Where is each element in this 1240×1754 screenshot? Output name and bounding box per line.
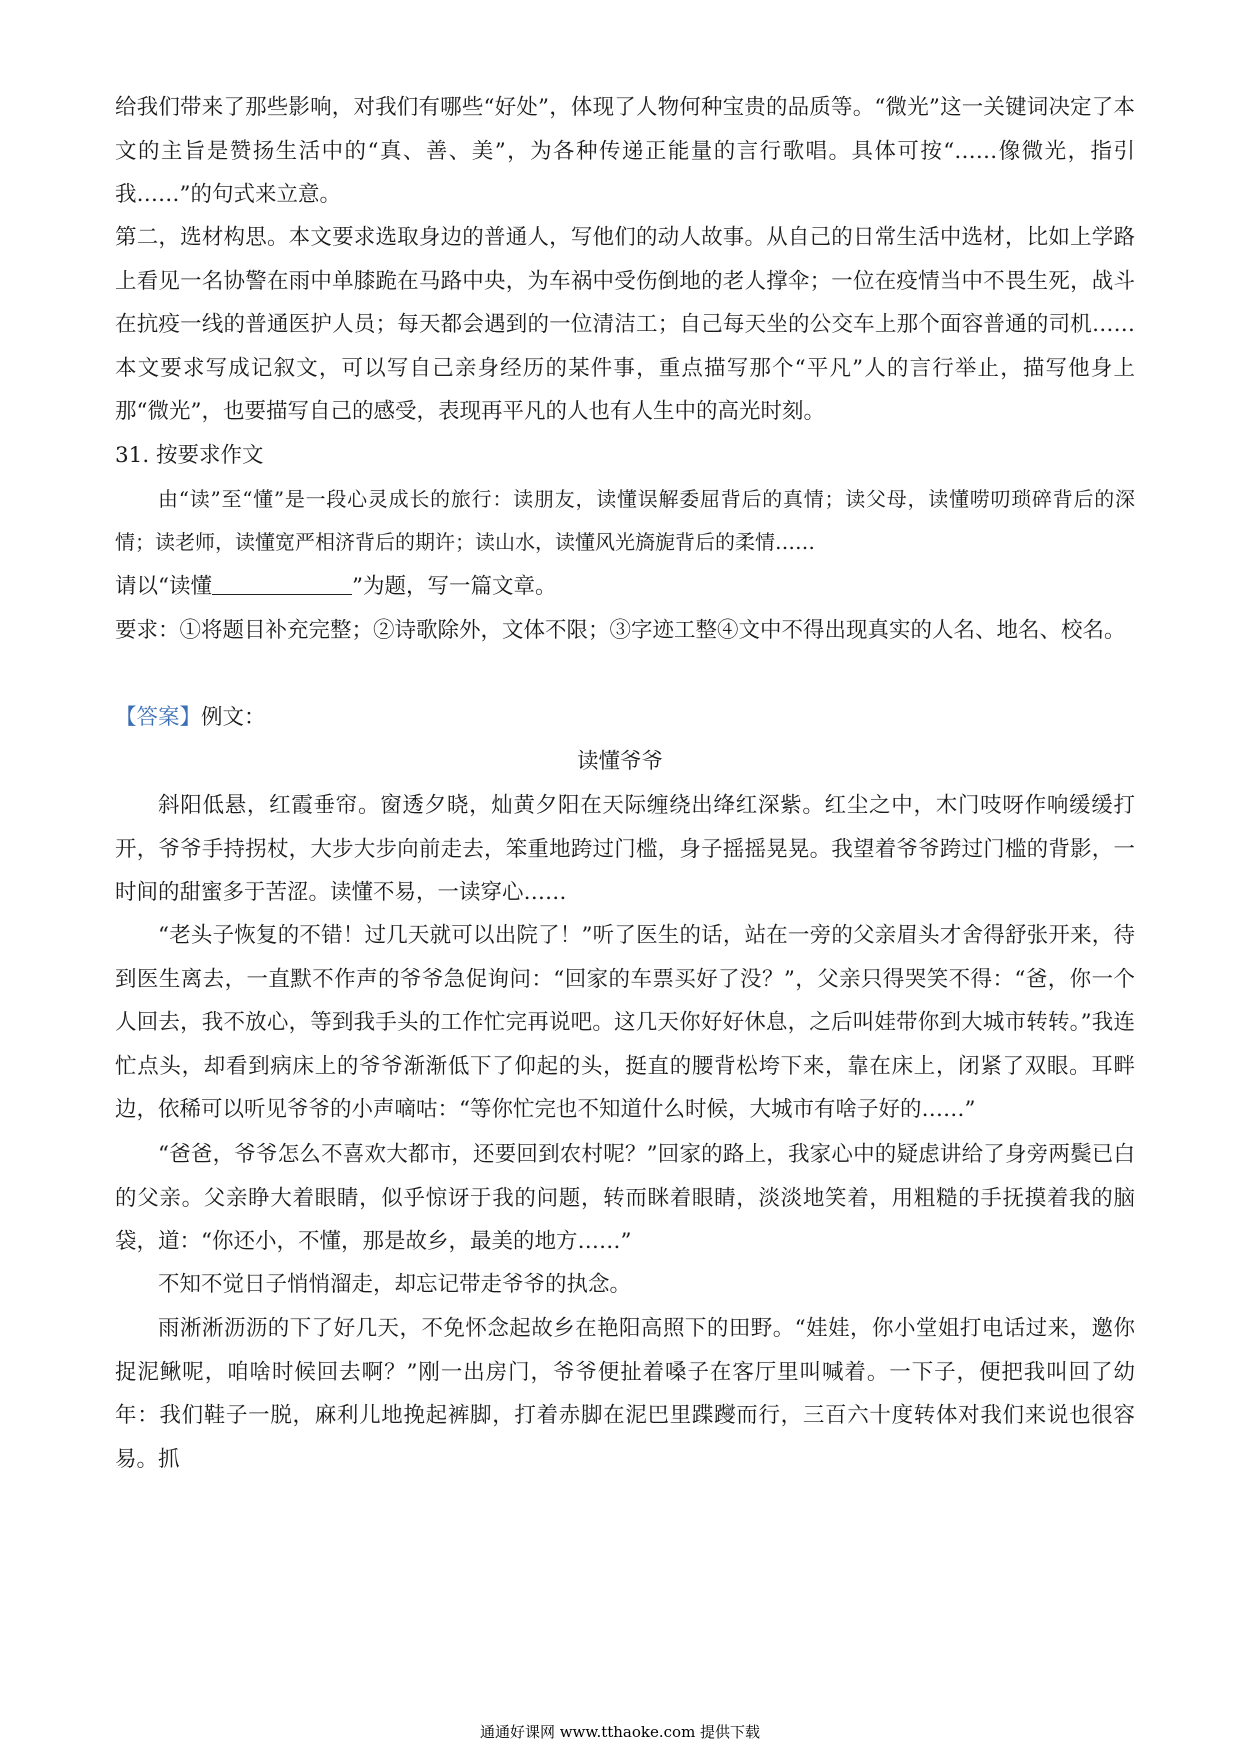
essay-title: 读懂爷爷 [576,749,663,774]
essay-paragraph-5: 雨淅淅沥沥的下了好几天，不免怀念起故乡在艳阳高照下的田野。“娃娃，你小堂姐打电话过来，邀你捉泥鳅呢，咱啥时候回去啊？”刚一出房门，爷爷便扯着嗓子在客厅里叫喊着。一下子，便把我叫回了幼年：我们鞋子一脱，麻利儿地挽起裤脚，打着赤脚在泥巴里蹀躞而行，三百六十度转体对我们来说也很容易。抓 [115,1316,1135,1472]
question-prompt: 由“读”至“懂”是一段心灵成长的旅行：读朋友，读懂误解委屈背后的真情；读父母，读懂唠叨琐碎背后的深情；读老师，读懂宽严相济背后的期许；读山水，读懂风光旖旎背后的柔情…… [115,487,1135,554]
requirements: 要求：①将题目补充完整；②诗歌除外，文体不限；③字迹工整④文中不得出现真实的人名、地名、校名。 [115,618,1126,643]
title-instruction [115,565,1135,609]
essay-paragraph-4: 不知不觉日子悄悄溜走，却忘记带走爷爷的执念。 [158,1272,632,1297]
title-instruction-before: 请以“读懂 [115,574,212,599]
answer-tag: 【答案】 [115,705,202,730]
answer-line [115,696,1135,740]
title-instruction-after: ”为题，写一篇文章。 [352,574,557,599]
essay-paragraph-1: 斜阳低悬，红霞垂帘。窗透夕晓，灿黄夕阳在天际缠绕出绛红深紫。红尘之中，木门吱呀作响缓缓打开，爷爷手持拐杖，大步大步向前走去，笨重地跨过门槛，身子摇摇晃晃。我望着爷爷跨过门槛的背影，一时间的甜蜜多于苦涩。读懂不易，一读穿心…… [115,793,1135,905]
question-heading: 31. 按要求作文 [115,443,264,468]
answer-intro: 例文： [201,705,266,730]
essay-paragraph-3: “爸爸，爷爷怎么不喜欢大都市，还要回到农村呢？”回家的路上，我家心中的疑虑讲给了身旁两鬓已白的父亲。父亲睁大着眼睛，似乎惊讶于我的问题，转而眯着眼睛，淡淡地笑着，用粗糙的手抚摸着我的脑袋，道：“你还小，不懂，那是故乡，最美的地方……” [115,1142,1135,1254]
analysis-paragraph-2: 第二，选材构思。本文要求选取身边的普通人，写他们的动人故事。从自己的日常生活中选材，比如上学路上看见一名协警在雨中单膝跪在马路中央，为车祸中受伤倒地的老人撑伞；一位在疫情当中不畏生死，战斗在抗疫一线的普通医护人员；每天都会遇到的一位清洁工；自己每天坐的公交车上那个面容普通的司机……本文要求写成记叙文，可以写自己亲身经历的某件事，重点描写那个“平凡”人的言行举止，描写他身上那“微光”，也要描写自己的感受，表现再平凡的人也有人生中的高光时刻。 [115,225,1135,424]
analysis-paragraph-1: 给我们带来了那些影响，对我们有哪些“好处”，体现了人物何种宝贵的品质等。“微光”这一关键词决定了本文的主旨是赞扬生活中的“真、善、美”，为各种传递正能量的言行歌唱。具体可按“……像微光，指引我……”的句式来立意。 [115,95,1135,207]
essay-paragraph-2: “老头子恢复的不错！过几天就可以出院了！”听了医生的话，站在一旁的父亲眉头才舍得舒张开来，待到医生离去，一直默不作声的爷爷急促询问：“回家的车票买好了没？”，父亲只得哭笑不得：“爸，你一个人回去，我不放心，等到我手头的工作忙完再说吧。这几天你好好休息，之后叫娃带你到大城市转转。”我连忙点头，却看到病床上的爷爷渐渐低下了仰起的头，挺直的腰背松垮下来，靠在床上，闭紧了双眼。耳畔边，依稀可以听见爷爷的小声嘀咕：“等你忙完也不知道什么时候，大城市有啥子好的……” [115,923,1135,1122]
title-blank [212,573,352,596]
page-footer: 通通好课网 www.tthaoke.com 提供下载 [479,1723,761,1741]
